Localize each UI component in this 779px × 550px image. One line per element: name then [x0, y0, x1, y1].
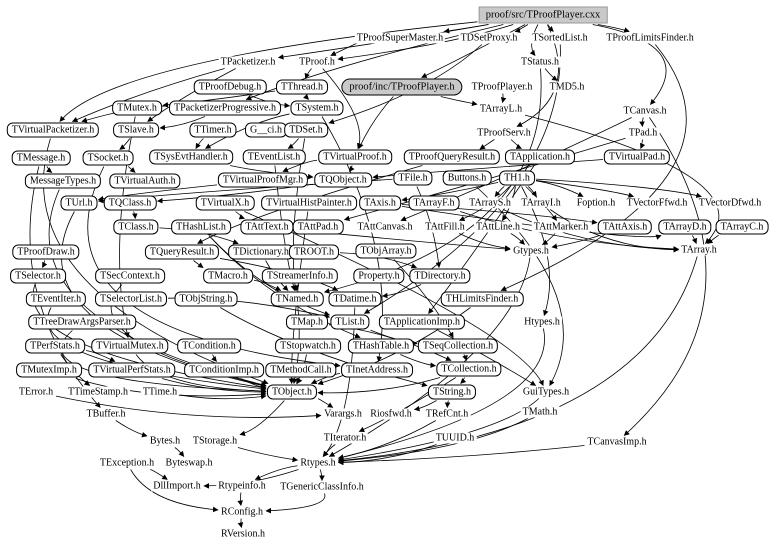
- edge-TStatush-to-TMD5h: [545, 69, 557, 81]
- node-tmacro-h[interactable]: TMacro.h: [203, 269, 253, 284]
- node-dllimport-h[interactable]: DllImport.h: [153, 480, 201, 492]
- node-tvirtualproof-h[interactable]: TVirtualProof.h: [318, 150, 392, 165]
- edge-TThreadh-to-TSystemh: [306, 96, 308, 100]
- node-rconfig-h[interactable]: RConfig.h: [221, 506, 263, 518]
- node-tcollection-h[interactable]: TCollection.h: [436, 362, 501, 377]
- node-turl-h[interactable]: TUrl.h: [61, 196, 98, 211]
- node-tstring-h[interactable]: TString.h: [428, 385, 476, 400]
- node-proof-inc-tproofplayer-h[interactable]: proof/inc/TProofPlayer.h: [341, 79, 462, 96]
- edge-TH1h-to-TVectorFfwdh: [536, 180, 634, 196]
- edge-TGenericClassInfoh-to-RConfigh: [266, 494, 325, 511]
- node-tpacketizerprogressive-h[interactable]: TPacketizerProgressive.h: [169, 101, 281, 116]
- edge-Gtypesh-to-Rtypesh: [329, 258, 530, 457]
- node-tsortedlist-h[interactable]: TSortedList.h: [532, 32, 588, 44]
- edge-TVirtualProofh-to-TQObjecth: [349, 166, 352, 172]
- node-buttons-h[interactable]: Buttons.h: [443, 171, 492, 186]
- node-tvectordfwd-h[interactable]: TVectorDfwd.h: [698, 197, 762, 209]
- node-gtypes-h[interactable]: Gtypes.h: [513, 245, 549, 257]
- node-tvirtualx-h[interactable]: TVirtualX.h: [196, 196, 255, 211]
- node-tstatus-h[interactable]: TStatus.h: [520, 56, 560, 68]
- node-tattmarker-h[interactable]: TAttMarker.h: [533, 221, 589, 233]
- node-tslave-h[interactable]: TSlave.h: [113, 123, 159, 138]
- node-tmd5-h[interactable]: TMD5.h: [549, 81, 585, 93]
- node-tselector-h[interactable]: TSelector.h: [10, 269, 66, 284]
- node-ttime-h[interactable]: TTime.h: [142, 386, 178, 398]
- node-tarrayd-h[interactable]: TArrayD.h: [658, 220, 711, 235]
- node-tstopwatch-h[interactable]: TStopwatch.h: [275, 339, 341, 354]
- node-terror-h[interactable]: TError.h: [18, 386, 54, 398]
- edge-TCollectionh-to-TObjecth: [318, 378, 440, 393]
- node-tdsetproxy-h[interactable]: TDSetProxy.h: [460, 32, 518, 44]
- node-tattline-h[interactable]: TAttLine.h: [476, 221, 520, 233]
- node-tproofdebug-h[interactable]: TProofDebug.h: [194, 80, 267, 95]
- edge-TCanvash-to-TPadh: [642, 118, 643, 127]
- node-tapplication-h[interactable]: TApplication.h: [505, 150, 575, 165]
- node-tproofqueryresult-h[interactable]: TProofQueryResult.h: [404, 150, 500, 165]
- node-htypes-h[interactable]: Htypes.h: [524, 316, 560, 328]
- node-tprooflimitsfinder-h[interactable]: TProofLimitsFinder.h: [606, 32, 694, 44]
- node-tmuteximp-h[interactable]: TMutexImp.h: [16, 363, 82, 378]
- edge-proofincTProofPlayerh-to-TVirtualProofh: [359, 97, 393, 149]
- node-tarrayi-h[interactable]: TArrayI.h: [521, 197, 561, 209]
- node-tlist-h[interactable]: TList.h: [330, 315, 369, 330]
- edge-TStreamerInfoh-to-TNamedh: [297, 285, 298, 291]
- node-tcondition-h[interactable]: TCondition.h: [177, 339, 241, 354]
- edge-TH1h-to-TVectorDfwdh: [536, 179, 701, 196]
- node-tdictionary-h[interactable]: TDictionary.h: [228, 245, 294, 260]
- node-thashtable-h[interactable]: THashTable.h: [348, 339, 414, 354]
- node-tsocket-h[interactable]: TSocket.h: [83, 151, 134, 166]
- edge-TStorageh-to-Rtypesh: [238, 448, 298, 461]
- node-tcanvasimp-h[interactable]: TCanvasImp.h: [587, 436, 647, 448]
- edge-TBufferh-to-Bytesh: [116, 421, 147, 437]
- edge-Buttonsh-to-GuiTypesh: [476, 187, 563, 386]
- node-tqclass-h[interactable]: TQClass.h: [104, 196, 157, 211]
- node-tvirtualpacketizer-h[interactable]: TVirtualPacketizer.h: [7, 123, 99, 138]
- node-tproofserv-h[interactable]: TProofServ.h: [477, 127, 531, 139]
- edge-Rtypesh-to-Rtypeinfoh: [255, 466, 297, 480]
- node-tarrayc-h[interactable]: TArrayC.h: [716, 220, 769, 235]
- node-tproof-h[interactable]: TProof.h: [299, 56, 335, 68]
- node-bytes-h[interactable]: Bytes.h: [149, 435, 181, 447]
- edge-TDSeth-to-TEventListh: [288, 139, 299, 149]
- node-teventiter-h[interactable]: TEventIter.h: [26, 292, 86, 307]
- node-proof-src-tproofplayer-cxx[interactable]: proof/src/TProofPlayer.cxx: [479, 7, 608, 24]
- node-titerator-h[interactable]: TIterator.h: [323, 432, 367, 444]
- node-tuuid-h[interactable]: TUUID.h: [435, 432, 475, 444]
- node-tselectorlist-h[interactable]: TSelectorList.h: [95, 292, 167, 307]
- edge-MessageTypesh-to-TObjecth: [49, 190, 266, 386]
- node-tarrayl-h[interactable]: TArrayL.h: [479, 103, 523, 115]
- edge-TObjecth-to-Varargsh: [318, 399, 333, 408]
- node-tqueryresult-h[interactable]: TQueryResult.h: [145, 245, 219, 260]
- node-tattpad-h[interactable]: TAttPad.h: [293, 220, 344, 235]
- node-tmutex-h[interactable]: TMutex.h: [112, 101, 162, 116]
- edge-TH1h-to-TArraySh: [495, 187, 504, 197]
- node-tdatime-h[interactable]: TDatime.h: [328, 292, 381, 307]
- edge-TH1h-to-TArrayIh: [528, 187, 536, 197]
- node-tatttext-h[interactable]: TAttText.h: [240, 220, 293, 235]
- node-tqobject-h[interactable]: TQObject.h: [314, 173, 372, 188]
- node-tmap-h[interactable]: TMap.h: [286, 315, 328, 330]
- node-riosfwd-h[interactable]: Riosfwd.h: [370, 408, 412, 420]
- edge-TSlaveh-to-TSocketh: [120, 139, 130, 150]
- node-rtypeinfo-h[interactable]: Rtypeinfo.h: [218, 480, 266, 492]
- node-rversion-h[interactable]: RVersion.h: [221, 528, 265, 540]
- node-tstorage-h[interactable]: TStorage.h: [192, 435, 238, 447]
- node-byteswap-h[interactable]: Byteswap.h: [165, 457, 213, 469]
- node-ttimer-h[interactable]: TTimer.h: [189, 123, 236, 138]
- node-tdirectory-h[interactable]: TDirectory.h: [409, 269, 470, 284]
- node-tnamed-h[interactable]: TNamed.h: [271, 292, 324, 307]
- node-ttimestamp-h[interactable]: TTimeStamp.h: [68, 386, 128, 398]
- node-ttreedrawargsparser-h[interactable]: TTreeDrawArgsParser.h: [28, 315, 136, 330]
- edge-proofsrcTProofPlayercxx-to-TProofLimitsFinderh: [598, 25, 629, 32]
- node-troot-h[interactable]: TROOT.h: [289, 245, 339, 260]
- edge-TStringh-to-TRefCnth: [447, 401, 448, 408]
- edge-Rtypeinfoh-to-RConfigh: [240, 493, 241, 506]
- edge-proofsrcTProofPlayercxx-to-TDSetProxyh: [515, 25, 528, 32]
- edge-TAttMarkerh-to-Gtypesh: [542, 234, 555, 245]
- node-tfile-h[interactable]: TFile.h: [393, 171, 432, 186]
- node-tseqcollection-h[interactable]: TSeqCollection.h: [418, 339, 498, 354]
- node-tdset-h[interactable]: TDSet.h: [284, 123, 328, 138]
- node-tgenericclassinfo-h[interactable]: TGenericClassInfo.h: [280, 481, 364, 493]
- node-tattcanvas-h[interactable]: TAttCanvas.h: [357, 221, 413, 233]
- node-tvirtualperfstats-h[interactable]: TVirtualPerfStats.h: [88, 363, 175, 378]
- node-tconditionimp-h[interactable]: TConditionImp.h: [184, 363, 264, 378]
- node-tvirtualproofmgr-h[interactable]: TVirtualProofMgr.h: [218, 173, 308, 188]
- node-tbuffer-h[interactable]: TBuffer.h: [86, 408, 126, 420]
- node-guitypes-h[interactable]: GuiTypes.h: [522, 386, 570, 398]
- node-tvectorffwd-h[interactable]: TVectorFfwd.h: [626, 197, 688, 209]
- edge-TCanvash-to-TCanvasImph: [624, 118, 706, 436]
- node-tproofplayer-h[interactable]: TProofPlayer.h: [471, 81, 533, 93]
- edge-TMessageh-to-MessageTypesh: [47, 167, 52, 173]
- node-tthread-h[interactable]: TThread.h: [276, 80, 328, 95]
- node-tvirtualmutex-h[interactable]: TVirtualMutex.h: [91, 339, 168, 354]
- node-tarray-h[interactable]: TArray.h: [681, 244, 717, 256]
- node-teventlist-h[interactable]: TEventList.h: [243, 150, 306, 165]
- edge-TProofServh-to-TProofQueryResulth: [480, 140, 494, 150]
- edge-TArrayh-to-Rtypesh: [339, 257, 698, 461]
- edge-TIteratorh-to-Rtypesh: [323, 445, 335, 457]
- node-tobjarray-h[interactable]: TObjArray.h: [355, 244, 416, 259]
- node-tmessage-h[interactable]: TMessage.h: [12, 151, 71, 166]
- node-tattaxis-h[interactable]: TAttAxis.h: [598, 220, 652, 235]
- edge-TAttFillh-to-Gtypesh: [459, 234, 510, 249]
- node-varargs-h[interactable]: Varargs.h: [324, 408, 362, 420]
- edge-TPadh-to-TVirtualPadh: [641, 140, 643, 149]
- node-tproofsupermaster-h[interactable]: TProofSuperMaster.h: [356, 32, 444, 44]
- node-tperfstats-h[interactable]: TPerfStats.h: [25, 339, 85, 354]
- node-tpad-h[interactable]: TPad.h: [628, 127, 658, 139]
- node-tvirtualhistpainter-h[interactable]: TVirtualHistPainter.h: [261, 196, 357, 211]
- node-thashlist-h[interactable]: THashList.h: [171, 220, 231, 235]
- edge-TSocketh-to-TVirtualAuthh: [128, 167, 135, 173]
- edge-TArrayDh-to-TArrayh: [692, 236, 696, 244]
- edge-TH1h-to-Foptionh: [536, 181, 583, 197]
- edge-Rtypesh-to-TGenericClassInfoh: [320, 470, 322, 481]
- node-tvirtualauth-h[interactable]: TVirtualAuth.h: [109, 174, 180, 189]
- edge-TQClassh-to-TClassh: [134, 212, 136, 219]
- node-tinetaddress-h[interactable]: TInetAddress.h: [341, 363, 413, 378]
- edge-TConditionh-to-TConditionImph: [213, 355, 217, 362]
- node-tsysevthandler-h[interactable]: TSysEvtHandler.h: [149, 150, 233, 165]
- edge-RConfigh-to-RVersionh: [241, 519, 242, 528]
- node-tsystem-h[interactable]: TSystem.h: [290, 101, 343, 116]
- node-messagetypes-h[interactable]: MessageTypes.h: [25, 174, 101, 189]
- node-foption-h[interactable]: Foption.h: [576, 197, 616, 209]
- edge-TProofServh-to-TApplicationh: [511, 140, 521, 149]
- node-tmath-h[interactable]: TMath.h: [522, 406, 558, 418]
- node-tproofdraw-h[interactable]: TProofDraw.h: [12, 245, 79, 260]
- node-tseccontext-h[interactable]: TSecContext.h: [95, 269, 165, 284]
- edge-TProofDrawh-to-TSelectorh: [42, 261, 44, 268]
- node-thlimitsfinder-h[interactable]: THLimitsFinder.h: [441, 292, 524, 307]
- edge-TSeqCollectionh-to-TCollectionh: [464, 355, 467, 361]
- edge-TQueryResulth-to-TMacroh: [193, 261, 203, 268]
- node-tarrays-h[interactable]: TArrayS.h: [469, 197, 511, 209]
- node-tclass-h[interactable]: TClass.h: [113, 220, 158, 235]
- edge-TProofPlayerh-to-TArrayLh: [502, 94, 503, 103]
- edge-TAttLineh-to-Gtypesh: [511, 234, 525, 245]
- node-property-h[interactable]: Property.h: [353, 269, 404, 284]
- node-texception-h[interactable]: TException.h: [99, 457, 155, 469]
- edge-TTimerh-to-TSysEvtHandlerh: [196, 139, 204, 149]
- node-tattfill-h[interactable]: TAttFill.h: [425, 221, 465, 233]
- node-g-ci-h[interactable]: G__ci.h: [245, 123, 287, 138]
- node-tstreamerinfo-h[interactable]: TStreamerInfo.h: [262, 269, 338, 284]
- node-tcanvas-h[interactable]: TCanvas.h: [623, 105, 667, 117]
- node-taxis-h[interactable]: TAxis.h: [359, 196, 401, 211]
- edge-proofincTProofPlayerh-to-TArrayLh: [441, 97, 477, 105]
- node-tarrayf-h[interactable]: TArrayF.h: [409, 196, 460, 211]
- edge-Bytesh-to-Byteswaph: [175, 448, 184, 457]
- edge-TCollectionh-to-TStringh: [461, 378, 465, 384]
- node-tpacketizer-h[interactable]: TPacketizer.h: [220, 56, 276, 68]
- edge-TVirtualXh-to-TAttTexth: [236, 212, 245, 219]
- node-th1-h[interactable]: TH1.h: [499, 171, 535, 186]
- node-rtypes-h[interactable]: Rtypes.h: [300, 457, 336, 469]
- node-tvirtualpad-h[interactable]: TVirtualPad.h: [604, 150, 670, 165]
- node-trefcnt-h[interactable]: TRefCnt.h: [425, 408, 469, 420]
- edge-TExceptionh-to-DllImporth: [150, 470, 167, 480]
- node-tobject-h[interactable]: TObject.h: [267, 385, 317, 400]
- node-tmethodcall-h[interactable]: TMethodCall.h: [265, 363, 336, 378]
- node-tobjstring-h[interactable]: TObjString.h: [175, 292, 238, 307]
- node-tapplicationimp-h[interactable]: TApplicationImp.h: [379, 315, 465, 330]
